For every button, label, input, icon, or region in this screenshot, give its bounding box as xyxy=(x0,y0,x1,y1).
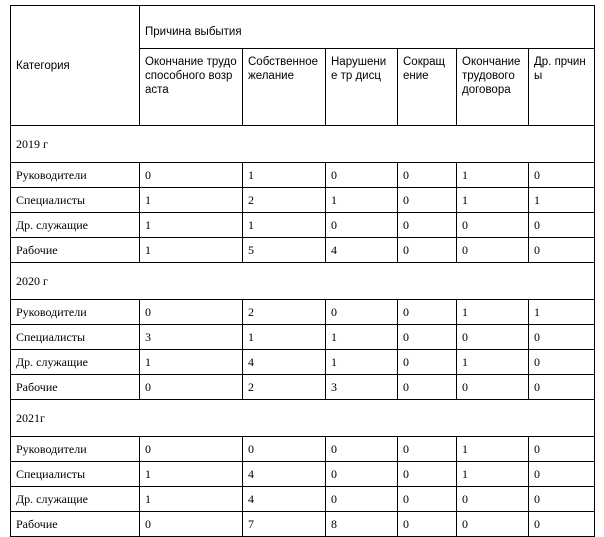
value-cell: 0 xyxy=(326,462,398,487)
value-cell: 0 xyxy=(398,437,457,462)
table-row xyxy=(11,300,595,325)
value-cell: 1 xyxy=(140,188,243,213)
dismissal-reasons-table xyxy=(10,5,595,537)
value-cell: 0 xyxy=(140,512,243,537)
value-cell: 0 xyxy=(398,512,457,537)
year-label: 2021г xyxy=(11,400,595,437)
value-cell: 7 xyxy=(243,512,326,537)
value-cell: 0 xyxy=(529,437,595,462)
value-cell: 0 xyxy=(529,213,595,238)
value-cell: 1 xyxy=(529,188,595,213)
table-body xyxy=(11,6,595,537)
table-row xyxy=(11,188,595,213)
category-cell: Руководители xyxy=(11,300,140,325)
value-cell: 8 xyxy=(326,512,398,537)
value-cell: 0 xyxy=(326,300,398,325)
value-cell: 0 xyxy=(243,437,326,462)
value-cell: 3 xyxy=(326,375,398,400)
table-row xyxy=(11,437,595,462)
category-cell: Специалисты xyxy=(11,188,140,213)
column-header: Окончание трудового договора xyxy=(457,49,529,126)
value-cell: 1 xyxy=(457,350,529,375)
value-cell: 2 xyxy=(243,188,326,213)
table-row xyxy=(11,487,595,512)
category-cell: Рабочие xyxy=(11,238,140,263)
value-cell: 0 xyxy=(398,163,457,188)
value-cell: 4 xyxy=(326,238,398,263)
value-cell: 1 xyxy=(243,213,326,238)
category-cell: Др. служащие xyxy=(11,487,140,512)
value-cell: 0 xyxy=(398,238,457,263)
value-cell: 0 xyxy=(529,512,595,537)
category-cell: Рабочие xyxy=(11,512,140,537)
value-cell: 0 xyxy=(398,375,457,400)
column-header: Сокращение xyxy=(398,49,457,126)
table-row xyxy=(11,325,595,350)
value-cell: 0 xyxy=(529,487,595,512)
value-cell: 0 xyxy=(398,325,457,350)
value-cell: 1 xyxy=(457,188,529,213)
table-row xyxy=(11,350,595,375)
year-label: 2019 г xyxy=(11,126,595,163)
value-cell: 1 xyxy=(140,238,243,263)
value-cell: 0 xyxy=(398,350,457,375)
value-cell: 2 xyxy=(243,300,326,325)
header-row-top xyxy=(11,6,595,49)
category-cell: Др. служащие xyxy=(11,213,140,238)
value-cell: 4 xyxy=(243,350,326,375)
column-header: Др. прчины xyxy=(529,49,595,126)
value-cell: 0 xyxy=(457,375,529,400)
value-cell: 0 xyxy=(457,512,529,537)
value-cell: 1 xyxy=(457,437,529,462)
value-cell: 0 xyxy=(457,487,529,512)
value-cell: 0 xyxy=(457,238,529,263)
value-cell: 1 xyxy=(457,163,529,188)
value-cell: 4 xyxy=(243,462,326,487)
value-cell: 0 xyxy=(398,487,457,512)
category-cell: Специалисты xyxy=(11,325,140,350)
value-cell: 0 xyxy=(457,213,529,238)
value-cell: 1 xyxy=(457,300,529,325)
value-cell: 0 xyxy=(529,375,595,400)
year-row xyxy=(11,126,595,163)
value-cell: 0 xyxy=(398,213,457,238)
value-cell: 1 xyxy=(326,325,398,350)
value-cell: 1 xyxy=(243,163,326,188)
table-row xyxy=(11,512,595,537)
value-cell: 5 xyxy=(243,238,326,263)
value-cell: 0 xyxy=(140,163,243,188)
column-header: Нарушение тр дисц xyxy=(326,49,398,126)
column-header: Окончание трудоспособного возраста xyxy=(140,49,243,126)
year-row xyxy=(11,263,595,300)
value-cell: 0 xyxy=(326,163,398,188)
value-cell: 1 xyxy=(326,188,398,213)
column-header: Собственное желание xyxy=(243,49,326,126)
value-cell: 0 xyxy=(398,462,457,487)
table-row xyxy=(11,375,595,400)
value-cell: 0 xyxy=(457,325,529,350)
value-cell: 0 xyxy=(529,350,595,375)
value-cell: 0 xyxy=(529,163,595,188)
year-row xyxy=(11,400,595,437)
category-cell: Др. служащие xyxy=(11,350,140,375)
value-cell: 2 xyxy=(243,375,326,400)
value-cell: 1 xyxy=(140,462,243,487)
value-cell: 0 xyxy=(140,437,243,462)
reason-header: Причина выбытия xyxy=(140,6,595,49)
value-cell: 1 xyxy=(326,350,398,375)
table-row xyxy=(11,163,595,188)
year-label: 2020 г xyxy=(11,263,595,300)
value-cell: 1 xyxy=(140,487,243,512)
category-cell: Руководители xyxy=(11,163,140,188)
value-cell: 0 xyxy=(140,300,243,325)
value-cell: 0 xyxy=(140,375,243,400)
value-cell: 0 xyxy=(326,487,398,512)
value-cell: 1 xyxy=(140,350,243,375)
value-cell: 0 xyxy=(398,300,457,325)
value-cell: 0 xyxy=(529,325,595,350)
value-cell: 0 xyxy=(326,213,398,238)
value-cell: 1 xyxy=(140,213,243,238)
value-cell: 3 xyxy=(140,325,243,350)
table-row xyxy=(11,462,595,487)
category-header: Категория xyxy=(11,6,140,126)
value-cell: 1 xyxy=(243,325,326,350)
value-cell: 4 xyxy=(243,487,326,512)
table-row xyxy=(11,213,595,238)
category-cell: Руководители xyxy=(11,437,140,462)
value-cell: 1 xyxy=(529,300,595,325)
category-cell: Специалисты xyxy=(11,462,140,487)
table-row xyxy=(11,238,595,263)
value-cell: 0 xyxy=(529,462,595,487)
value-cell: 0 xyxy=(529,238,595,263)
value-cell: 0 xyxy=(398,188,457,213)
value-cell: 0 xyxy=(326,437,398,462)
category-cell: Рабочие xyxy=(11,375,140,400)
value-cell: 1 xyxy=(457,462,529,487)
